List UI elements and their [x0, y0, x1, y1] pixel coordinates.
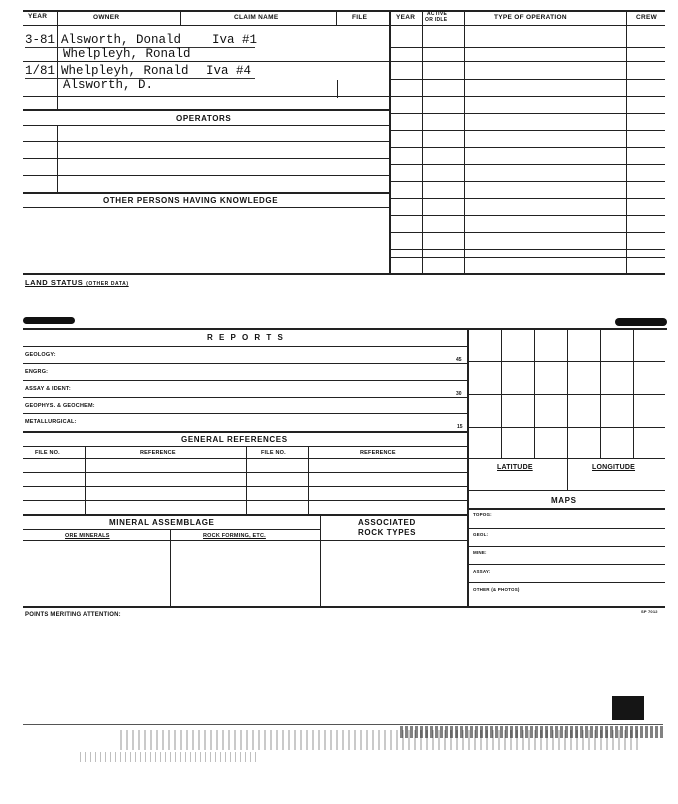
entry-2-owner-line1: Whelpleyh, Ronald: [61, 64, 189, 78]
report-geology: GEOLOGY:: [25, 352, 56, 358]
ref-col-3: [308, 446, 309, 514]
scan-noise-faint: [80, 752, 260, 762]
mineral-top: [23, 514, 467, 516]
land-status-title: [25, 278, 129, 287]
smudge-right: [615, 318, 667, 326]
header-active-line2: OR IDLE: [425, 17, 448, 23]
ref-header-file-no-1: FILE NO.: [35, 450, 60, 456]
row-line-1: [23, 61, 389, 62]
points-meriting-attention: POINTS MERITING ATTENTION:: [25, 612, 121, 618]
latitude-label: LATITUDE: [497, 464, 533, 471]
report-metallurgical: METALLURGICAL:: [25, 419, 77, 425]
ref-header-reference-2: REFERENCE: [360, 450, 396, 456]
mineral-underline: [23, 529, 320, 530]
rock-forming-header: ROCK FORMING, ETC.: [203, 533, 266, 539]
row-line-2: [23, 96, 389, 97]
grid-bottom: [467, 458, 665, 459]
other-persons-top: [23, 192, 389, 194]
entry-2-claim: Iva #4: [206, 64, 252, 78]
right-row-2: [391, 61, 665, 62]
right-row-8: [391, 164, 665, 165]
maps-geol: GEOL:: [473, 532, 489, 537]
maps-topog: TOPOG:: [473, 512, 492, 517]
entry-1-owner-line2: Whelpleyh, Ronald: [63, 47, 191, 61]
associated-rock-types-line1: ASSOCIATED: [358, 518, 416, 527]
maps-line-3: [467, 564, 665, 565]
maps-other: OTHER (& PHOTOS): [473, 587, 520, 592]
maps-assay: ASSAY:: [473, 569, 491, 574]
grid-col-2: [534, 328, 535, 458]
general-refs-top: [23, 431, 467, 433]
grid-col-3: [567, 328, 568, 458]
header-claim-name: CLAIM NAME: [234, 14, 279, 21]
maps-line-4: [467, 582, 665, 583]
mineral-assemblage-title: MINERAL ASSEMBLAGE: [109, 518, 215, 527]
report-num-45: 45: [456, 357, 462, 363]
mineral-bottom: [23, 606, 467, 608]
ref-row-2: [23, 486, 467, 487]
right-row-13: [391, 249, 665, 250]
ref-row-1: [23, 472, 467, 473]
ref-header-underline: [23, 458, 467, 459]
reports-top: [23, 328, 667, 330]
maps-underline: [467, 508, 665, 510]
general-refs-underline: [23, 446, 467, 447]
col-divider-claim: [336, 10, 337, 26]
right-row-10: [391, 198, 665, 199]
grid-col-5: [633, 328, 634, 458]
land-status-sub: (OTHER DATA): [86, 281, 129, 287]
right-row-1: [391, 47, 665, 48]
report-assay: ASSAY & IDENT:: [25, 386, 71, 392]
entry-2-year: 1/81: [25, 64, 56, 78]
associated-rock-types-line2: ROCK TYPES: [358, 528, 417, 537]
reports-underline: [23, 346, 467, 347]
maps-top: [467, 490, 665, 491]
operators-title: OPERATORS: [176, 114, 232, 123]
header-underline-right: [391, 25, 665, 26]
entry-1-owner-line1: Alsworth, Donald: [61, 33, 182, 47]
right-row-5: [391, 113, 665, 114]
report-engrg: ENGRG:: [25, 369, 49, 375]
ref-col-1: [85, 446, 86, 514]
mineral-header-underline: [23, 540, 467, 541]
operators-top: [23, 109, 389, 111]
col-divider-year: [57, 10, 58, 110]
report-line-2: [23, 380, 467, 381]
ref-header-file-no-2: FILE NO.: [261, 450, 286, 456]
right-row-11: [391, 215, 665, 216]
mineral-col-2: [320, 514, 321, 606]
report-num-30: 30: [456, 391, 462, 397]
other-persons-title: OTHER PERSONS HAVING KNOWLEDGE: [103, 196, 279, 205]
header-type-of-operation: TYPE OF OPERATION: [494, 14, 567, 21]
longitude-label: LONGITUDE: [592, 464, 636, 471]
maps-mine: MINE:: [473, 550, 487, 555]
right-row-4: [391, 96, 665, 97]
entry-1-claim: Iva #1: [212, 33, 258, 47]
right-row-14: [391, 257, 665, 258]
report-line-1: [23, 363, 467, 364]
operators-row-3: [23, 175, 389, 176]
grid-row-3: [467, 427, 665, 428]
smudge-left: [23, 317, 75, 324]
col-divider-active: [464, 10, 465, 274]
operators-col-divider: [57, 125, 58, 193]
form-code: SP 7012: [641, 609, 658, 614]
grid-col-1: [501, 328, 502, 458]
ref-col-2: [246, 446, 247, 514]
header-year-right: YEAR: [396, 14, 416, 21]
col-divider-type: [626, 10, 627, 274]
operators-underline: [23, 125, 389, 126]
maps-title: MAPS: [551, 496, 577, 505]
ref-row-3: [23, 500, 467, 501]
maps-bottom: [467, 606, 665, 608]
scan-streak-line: [23, 724, 663, 725]
scan-dark-square: [612, 696, 644, 720]
right-row-3: [391, 79, 665, 80]
header-year: YEAR: [28, 13, 48, 20]
right-row-12: [391, 232, 665, 233]
col-divider-year-right: [422, 10, 423, 274]
mineral-col-1: [170, 529, 171, 606]
entry-2-owner-line2: Alsworth, D.: [63, 78, 154, 92]
top-border-left: [23, 10, 389, 12]
right-row-9: [391, 181, 665, 182]
other-persons-underline: [23, 207, 389, 208]
header-crew: CREW: [636, 14, 658, 21]
land-status-label: LAND STATUS: [25, 278, 84, 287]
header-file: FILE: [352, 14, 368, 21]
ref-header-reference-1: REFERENCE: [140, 450, 176, 456]
report-line-3: [23, 397, 467, 398]
report-line-4: [23, 413, 467, 414]
reports-title: R E P O R T S: [207, 333, 285, 342]
report-geophys: GEOPHYS. & GEOCHEM:: [25, 403, 95, 409]
latlong-divider: [567, 458, 568, 490]
ore-minerals-header: ORE MINERALS: [65, 533, 110, 539]
top-block-bottom: [23, 273, 665, 275]
right-row-7: [391, 147, 665, 148]
operators-row-2: [23, 158, 389, 159]
header-underline-left: [23, 25, 389, 26]
report-num-15: 15: [457, 424, 463, 430]
header-active-line1: ACTIVE: [427, 11, 448, 17]
entry-1-year: 3-81: [25, 33, 56, 47]
grid-row-2: [467, 394, 665, 395]
scan-noise-dark: [400, 726, 665, 738]
maps-line-2: [467, 546, 665, 547]
col-divider-owner: [180, 10, 181, 26]
grid-row-1: [467, 361, 665, 362]
center-divider: [389, 10, 391, 274]
operators-row-1: [23, 141, 389, 142]
header-owner: OWNER: [93, 14, 120, 21]
right-row-6: [391, 130, 665, 131]
maps-line-1: [467, 528, 665, 529]
grid-col-4: [600, 328, 601, 458]
general-references-title: GENERAL REFERENCES: [181, 435, 288, 444]
